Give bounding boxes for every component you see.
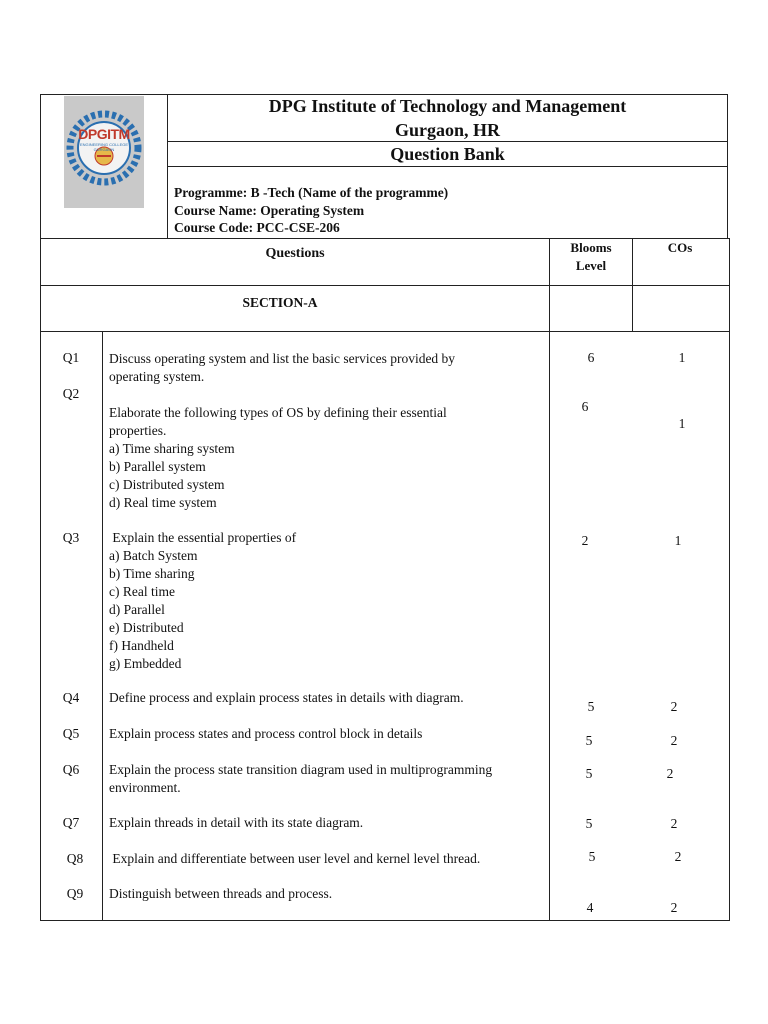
programme-label: Programme: [174,185,248,200]
header-bottom-line [40,238,730,239]
cos-value: 2 [670,816,678,831]
cos-value: 2 [670,900,678,915]
blooms-level-value: 5 [585,816,593,831]
blooms-level-value: 6 [587,350,595,365]
section-bottom-line [40,331,730,332]
question-number: Q8 [66,851,84,866]
question-number: Q1 [62,350,80,365]
question-text: Discuss operating system and list the basic services provided by operating system. [109,351,456,384]
question-text: Explain the essential properties of a) Batch System b) Time sharing c) Real time d) Parallel e) Distributed f) Handheld g) Embedded [109,530,297,671]
cos-column-header: COs [667,240,693,255]
question-text: Define process and explain process states in details with diagram. [109,690,464,705]
frame-top-line [40,94,728,95]
course-name-value: Operating System [260,203,365,218]
cos-value: 1 [674,533,682,548]
section-a-heading: SECTION-A [242,295,318,310]
cos-value: 2 [666,766,674,781]
question-number: Q9 [66,886,84,901]
programme-value: B -Tech (Name of the programme) [250,185,449,200]
question-text: Explain and differentiate between user level and kernel level thread. [109,851,481,866]
question-text: Elaborate the following types of OS by defining their essential properties. a) Time sharing system b) Parallel system c) Distributed system d) Real time system [109,405,447,510]
cos-value: 2 [670,699,678,714]
title-divider-line [167,141,727,142]
institute-name: DPG Institute of Technology and Management [268,96,627,116]
blooms-level-value: 4 [586,900,594,915]
programme-line [174,185,448,201]
question-text: Explain threads in detail with its state diagram. [109,815,364,830]
cos-value: 2 [670,733,678,748]
questions-column-header: Questions [265,246,325,261]
question-text: Distinguish between threads and process. [109,886,333,901]
cos-value: 2 [674,849,682,864]
table-bottom-line [40,920,730,921]
question-text: Explain process states and process control block in details [109,726,423,741]
frame-right-line-table [729,238,730,921]
course-code-line [174,220,340,236]
question-text: Explain the process state transition diagram used in multiprogramming environment. [109,762,493,795]
institute-logo [64,96,144,208]
frame-left-line [40,94,41,921]
institute-location: Gurgaon, HR [394,120,500,140]
frame-right-line-header [727,94,728,239]
blooms-level-value: 5 [588,849,596,864]
blooms-level-value: 6 [581,399,589,414]
course-name-line [174,203,364,219]
blooms-level-value: 5 [585,766,593,781]
blooms-column-header-line2: Level [575,258,607,273]
blooms-column-header-line1: Blooms [570,240,612,255]
blooms-level-value: 5 [585,733,593,748]
question-number: Q6 [62,762,80,777]
cos-value: 1 [678,350,686,365]
course-code-value: PCC-CSE-206 [256,220,340,235]
doc-type-divider-line [167,166,727,167]
question-number: Q3 [62,530,80,545]
course-code-label: Course Code: [174,220,254,235]
blooms-level-value: 2 [581,533,589,548]
course-name-label: Course Name: [174,203,257,218]
col-divider-qno [102,331,103,921]
question-number: Q5 [62,726,80,741]
blooms-level-value: 5 [587,699,595,714]
col-divider-cos-top [632,238,633,332]
logo-subtext: ENGINEERING COLLEGE GURGAON [80,142,129,152]
question-number: Q7 [62,815,80,830]
question-number: Q2 [62,386,80,401]
document-type: Question Bank [390,144,505,164]
col-header-bottom-line [40,285,730,286]
col-divider-blooms [549,238,550,921]
question-number: Q4 [62,690,80,705]
logo-text: DPGITM [78,126,130,142]
cos-value: 1 [678,416,686,431]
